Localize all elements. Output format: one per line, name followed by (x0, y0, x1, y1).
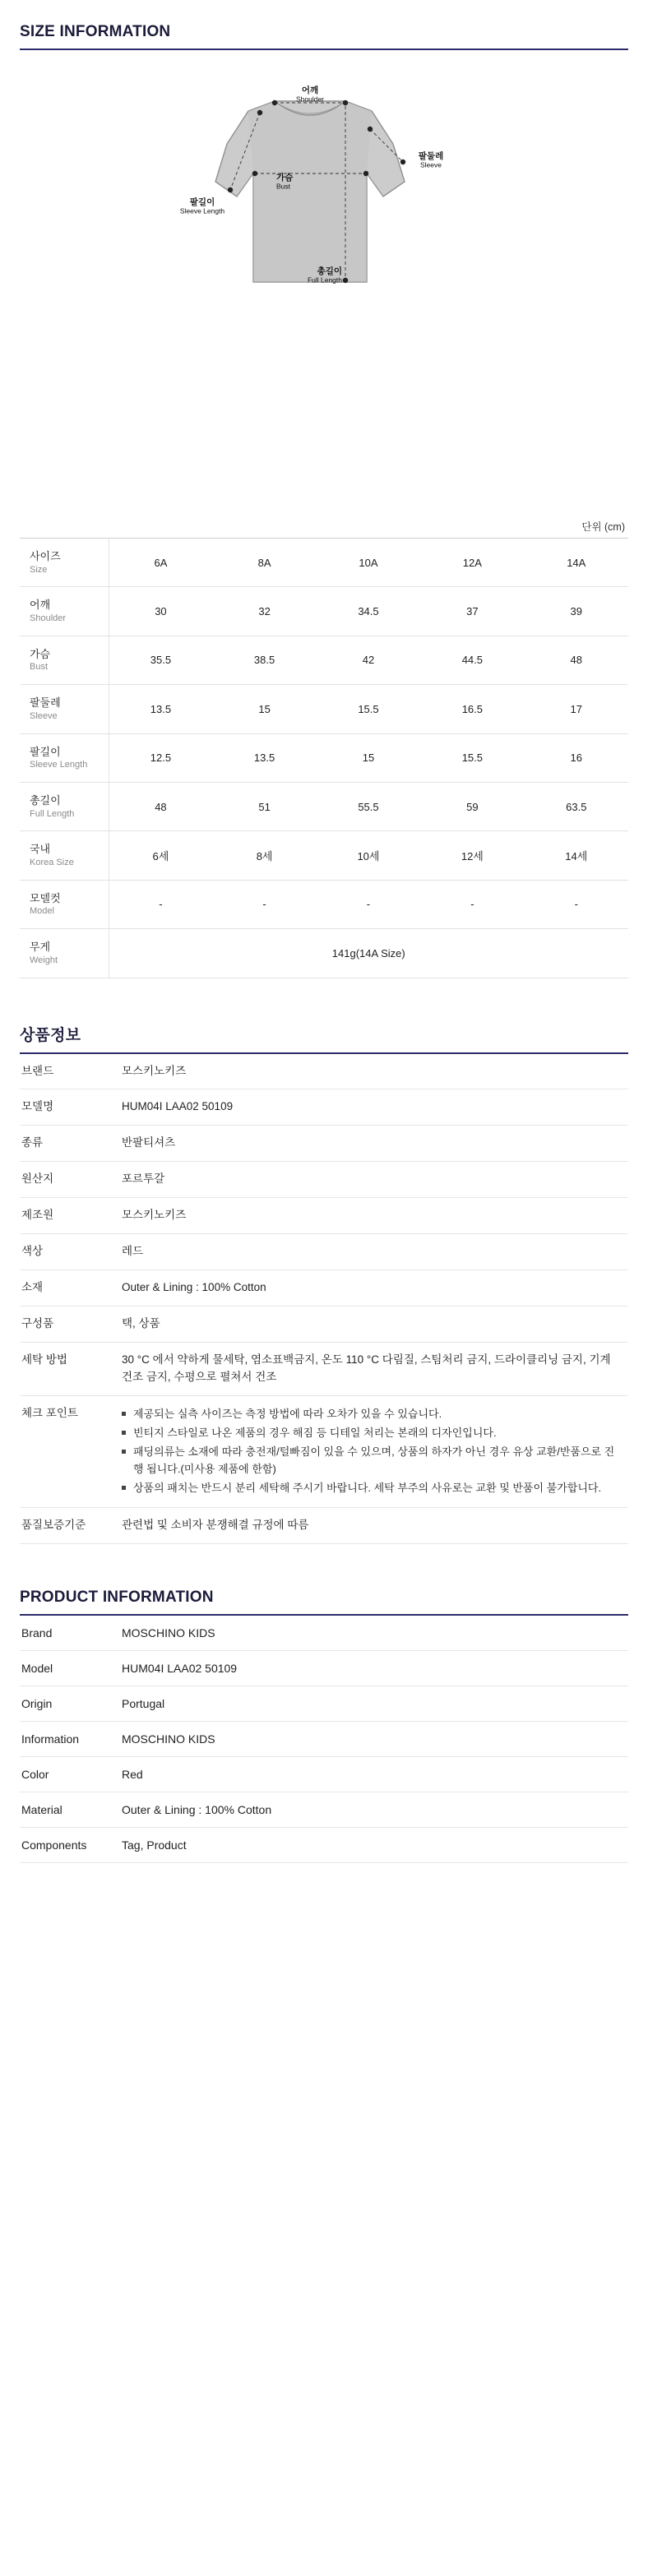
table-row (20, 1089, 628, 1126)
product-info-title: 상품정보 (20, 1026, 81, 1044)
value-origin-en: Portugal (109, 1686, 628, 1721)
cell: 16.5 (420, 685, 524, 733)
value-material-en: Outer & Lining : 100% Cotton (109, 1792, 628, 1827)
table-row (20, 1650, 628, 1686)
row-label-model: 모델컷 Model (20, 880, 109, 928)
value-components: 택, 상품 (109, 1306, 628, 1342)
cell: 51 (212, 782, 316, 830)
value-category: 반팔티셔츠 (109, 1126, 628, 1162)
label-sleeve-length-en: Sleeve Length (179, 206, 225, 215)
list-item: 상품의 패치는 반드시 분리 세탁해 주시기 바랍니다. 세탁 부주의 사유로는 교환 및 반품이 불가합니다. (122, 1479, 620, 1496)
label-brand: 브랜드 (20, 1054, 109, 1089)
table-row (20, 1234, 628, 1270)
label-sleeve-length-kr: 팔길이 (189, 197, 215, 207)
list-item: 빈티지 스타일로 나온 제품의 경우 해짐 등 디테일 처리는 본래의 디자인입니다. (122, 1424, 620, 1441)
size-col-8a: 8A (212, 539, 316, 587)
value-color: 레드 (109, 1234, 628, 1270)
cell: 17 (525, 685, 628, 733)
label-manufacturer: 제조원 (20, 1198, 109, 1234)
cell: 44.5 (420, 636, 524, 684)
check-point-list (122, 1405, 620, 1496)
value-quality-warranty: 관련법 및 소비자 분쟁해결 규정에 따름 (109, 1507, 628, 1543)
label-color: 색상 (20, 1234, 109, 1270)
label-model-name: 모델명 (20, 1089, 109, 1126)
row-label-sleeve-length: 팔길이 Sleeve Length (20, 733, 109, 782)
table-row (20, 1792, 628, 1827)
table-row (20, 782, 628, 830)
cell: 42 (317, 636, 420, 684)
list-item: 제공되는 실측 사이즈는 측정 방법에 따라 오차가 있을 수 있습니다. (122, 1405, 620, 1422)
table-row-weight (20, 929, 628, 978)
cell: 15.5 (420, 733, 524, 782)
label-model-en: Model (20, 1650, 109, 1686)
table-row (20, 685, 628, 733)
title-divider (20, 49, 628, 50)
label-check-point: 체크 포인트 (20, 1395, 109, 1507)
cell: 15 (317, 733, 420, 782)
label-category: 종류 (20, 1126, 109, 1162)
table-row (20, 1126, 628, 1162)
table-row (20, 831, 628, 880)
cell: 15 (212, 685, 316, 733)
table-row (20, 1306, 628, 1342)
table-row (20, 1198, 628, 1234)
cell: 39 (525, 587, 628, 636)
label-bust-en: Bust (276, 182, 291, 191)
label-brand-en: Brand (20, 1616, 109, 1651)
table-row (20, 636, 628, 684)
size-col-10a: 10A (317, 539, 420, 587)
cell: 13.5 (109, 685, 212, 733)
row-label-korea-size: 국내 Korea Size (20, 831, 109, 880)
row-label-bust: 가슴 Bust (20, 636, 109, 684)
row-label-sleeve: 팔둘레 Sleeve (20, 685, 109, 733)
table-row (20, 1756, 628, 1792)
cell: - (525, 880, 628, 928)
size-information-title: SIZE INFORMATION (20, 23, 171, 40)
product-info-table (20, 1054, 628, 1544)
cell: 6세 (109, 831, 212, 880)
label-components: 구성품 (20, 1306, 109, 1342)
table-row (20, 1721, 628, 1756)
table-row (20, 1686, 628, 1721)
cell: 13.5 (212, 733, 316, 782)
label-sleeve-en: Sleeve (420, 160, 442, 169)
value-model-en: HUM04I LAA02 50109 (109, 1650, 628, 1686)
value-components-en: Tag, Product (109, 1827, 628, 1862)
value-wash-method: 30 °C 에서 약하게 물세탁, 염소표백금지, 온도 110 °C 다림질, 스팀처리 금지, 드라이클리닝 금지, 기계 건조 금지, 수평으로 펼쳐서 건조 (109, 1342, 628, 1395)
label-material: 소재 (20, 1270, 109, 1306)
cell: 32 (212, 587, 316, 636)
table-row (20, 880, 628, 928)
size-table (20, 538, 628, 978)
cell: 34.5 (317, 587, 420, 636)
cell: 35.5 (109, 636, 212, 684)
label-full-length-en: Full Length (307, 275, 342, 284)
value-manufacturer: 모스키노키즈 (109, 1198, 628, 1234)
cell: - (212, 880, 316, 928)
value-material: Outer & Lining : 100% Cotton (109, 1270, 628, 1306)
list-item: 패딩의류는 소재에 따라 충전재/털빠짐이 있을 수 있으며, 상품의 하자가 아닌 경우 유상 교환/반품으로 진행 됩니다.(미사용 제품에 한함) (122, 1443, 620, 1478)
garment-measurement-diagram (20, 58, 628, 519)
cell: 12세 (420, 831, 524, 880)
cell: 30 (109, 587, 212, 636)
cell: 8세 (212, 831, 316, 880)
cell: 48 (525, 636, 628, 684)
table-row (20, 1270, 628, 1306)
table-row-header (20, 539, 628, 587)
value-model-name: HUM04I LAA02 50109 (109, 1089, 628, 1126)
label-quality-warranty: 품질보증기준 (20, 1507, 109, 1543)
value-brand-en: MOSCHINO KIDS (109, 1616, 628, 1651)
cell: 16 (525, 733, 628, 782)
row-label-full-length: 총길이 Full Length (20, 782, 109, 830)
product-information-title: PRODUCT INFORMATION (20, 1588, 214, 1606)
label-bust-kr: 가슴 (276, 173, 294, 183)
cell: 55.5 (317, 782, 420, 830)
size-col-6a: 6A (109, 539, 212, 587)
table-row (20, 1827, 628, 1862)
label-color-en: Color (20, 1756, 109, 1792)
cell: 59 (420, 782, 524, 830)
cell: - (420, 880, 524, 928)
size-col-12a: 12A (420, 539, 524, 587)
value-information-en: MOSCHINO KIDS (109, 1721, 628, 1756)
cell: 14세 (525, 831, 628, 880)
cell: 15.5 (317, 685, 420, 733)
label-sleeve-kr: 팔둘레 (418, 151, 444, 161)
value-color-en: Red (109, 1756, 628, 1792)
value-origin: 포르투갈 (109, 1162, 628, 1198)
cell: 48 (109, 782, 212, 830)
label-shoulder-kr: 어깨 (301, 86, 319, 95)
tshirt-diagram-svg (151, 58, 497, 289)
table-row (20, 1162, 628, 1198)
size-col-14a: 14A (525, 539, 628, 587)
label-information-en: Information (20, 1721, 109, 1756)
table-row (20, 1395, 628, 1507)
product-information-table (20, 1616, 628, 1863)
value-brand: 모스키노키즈 (109, 1054, 628, 1089)
label-origin-en: Origin (20, 1686, 109, 1721)
table-row (20, 587, 628, 636)
value-check-point (109, 1395, 628, 1507)
row-label-shoulder: 어깨 Shoulder (20, 587, 109, 636)
table-row (20, 1616, 628, 1651)
table-row (20, 1054, 628, 1089)
cell: 37 (420, 587, 524, 636)
table-row (20, 1342, 628, 1395)
label-shoulder-en: Shoulder (295, 95, 325, 104)
unit-note: 단위 (cm) (581, 521, 625, 533)
cell: 12.5 (109, 733, 212, 782)
cell-weight-value: 141g(14A Size) (109, 929, 628, 978)
cell: - (109, 880, 212, 928)
cell: - (317, 880, 420, 928)
cell: 38.5 (212, 636, 316, 684)
row-label-weight: 무게 Weight (20, 929, 109, 978)
label-origin: 원산지 (20, 1162, 109, 1198)
table-row (20, 1507, 628, 1543)
cell: 63.5 (525, 782, 628, 830)
size-header-label: 사이즈 Size (20, 539, 109, 587)
label-full-length-kr: 총길이 (317, 266, 342, 276)
table-row (20, 733, 628, 782)
label-material-en: Material (20, 1792, 109, 1827)
cell: 10세 (317, 831, 420, 880)
label-components-en: Components (20, 1827, 109, 1862)
label-wash-method: 세탁 방법 (20, 1342, 109, 1395)
